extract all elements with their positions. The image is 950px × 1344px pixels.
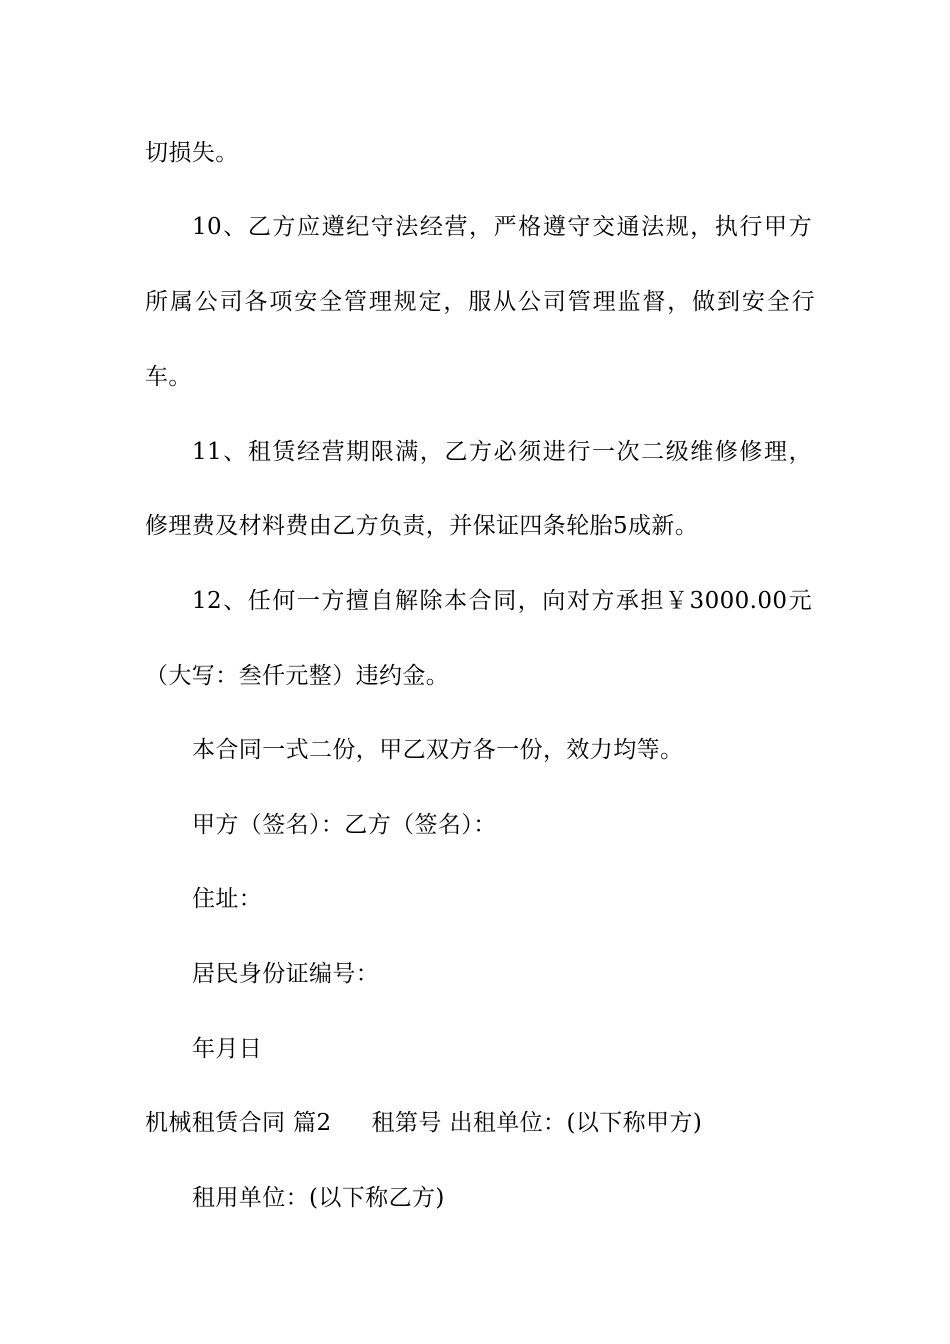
signature-line: 甲方（签名）：乙方（签名）： [192, 812, 497, 838]
id-number-line: 居民身份证编号： [192, 961, 380, 987]
date-line: 年月日 [192, 1036, 263, 1062]
paragraph-line-5: 11、租赁经营期限满，乙方必须进行一次二级维修修理， [192, 439, 812, 465]
paragraph-line-2: 10、乙方应遵纪守法经营，严格遵守交通法规，执行甲方 [192, 214, 812, 240]
paragraph-line-4: 车。 [145, 364, 192, 390]
lessee-line: 租用单位：(以下称乙方) [192, 1185, 445, 1211]
paragraph-line-9: 本合同一式二份，甲乙双方各一份，效力均等。 [192, 737, 684, 763]
paragraph-line-6: 修理费及材料费由乙方负责，并保证四条轮胎5成新。 [145, 513, 699, 539]
contract-heading [145, 1108, 815, 1138]
paragraph-line-1: 切损失。 [145, 140, 239, 166]
address-line: 住址： [192, 886, 263, 912]
paragraph-line-7: 12、任何一方擅自解除本合同，向对方承担￥3000.00元 [192, 588, 812, 614]
paragraph-line-3: 所属公司各项安全管理规定，服从公司管理监督，做到安全行 [145, 289, 815, 315]
contract-heading-title: 机械租赁合同 篇2 [145, 1110, 332, 1136]
paragraph-line-8: （大写：叁仟元整）违约金。 [145, 663, 450, 689]
contract-heading-rest: 租第号 出租单位：(以下称甲方) [371, 1110, 703, 1136]
